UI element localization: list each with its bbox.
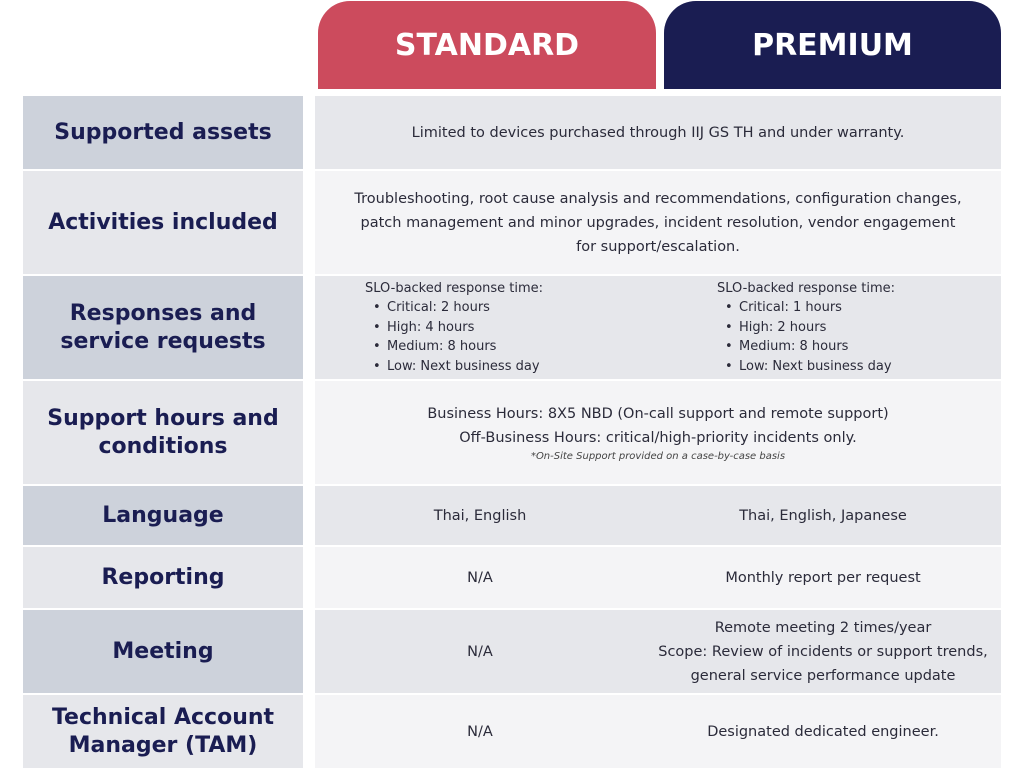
list-item: • Critical: 2 hours — [365, 298, 540, 318]
standard-language — [315, 486, 645, 545]
label-line: Support hours and — [47, 405, 279, 431]
list-item: • Medium: 8 hours — [717, 337, 892, 357]
label-line: service requests — [60, 328, 266, 354]
row-support-hours — [23, 381, 1001, 484]
premium-tier-header — [664, 1, 1001, 89]
onsite-note: *On-Site Support provided on a case-by-case basis — [530, 450, 786, 462]
row-label: Reporting — [23, 547, 303, 608]
value-text: N/A — [467, 569, 493, 586]
list-item: • Low: Next business day — [717, 357, 892, 377]
standard-reporting — [315, 547, 645, 608]
premium-meeting — [645, 610, 1001, 693]
value-line: for support/escalation. — [576, 238, 740, 255]
list-item: • High: 4 hours — [365, 318, 540, 338]
row-label: Meeting — [23, 610, 303, 693]
supported-assets-value — [315, 96, 1001, 169]
row-label: Supported assets — [23, 96, 303, 169]
row-activities-included — [23, 171, 1001, 274]
label-line: Manager (TAM) — [68, 732, 258, 758]
value-line: patch management and minor upgrades, incident resolution, vendor engagement — [360, 214, 956, 231]
row-meeting — [23, 610, 1001, 693]
list-item: • Critical: 1 hours — [717, 298, 892, 318]
list-item: • High: 2 hours — [717, 318, 892, 338]
label-line: Responses and — [69, 300, 257, 326]
value-text: Designated dedicated engineer. — [707, 723, 939, 740]
standard-response-times — [315, 276, 645, 379]
row-label — [23, 695, 303, 768]
premium-reporting — [645, 547, 1001, 608]
premium-tam — [645, 695, 1001, 768]
value-line: general service performance update — [690, 667, 956, 684]
value-text: Thai, English — [433, 507, 527, 524]
list-item: • Medium: 8 hours — [365, 337, 540, 357]
row-tam — [23, 695, 1001, 768]
row-label — [23, 276, 303, 379]
row-reporting — [23, 547, 1001, 608]
value-text: N/A — [467, 643, 493, 660]
list-item: • Low: Next business day — [365, 357, 540, 377]
slo-heading: SLO-backed response time: — [365, 280, 544, 296]
standard-tier-title: STANDARD — [394, 27, 580, 63]
row-label — [23, 381, 303, 484]
slo-list — [365, 298, 540, 376]
label-line: Technical Account — [51, 704, 275, 730]
value-text: Monthly report per request — [725, 569, 921, 586]
support-hours-value — [315, 381, 1001, 484]
activities-value — [315, 171, 1001, 274]
row-language — [23, 486, 1001, 545]
row-label: Activities included — [23, 171, 303, 274]
row-supported-assets — [23, 96, 1001, 169]
row-label: Language — [23, 486, 303, 545]
value-text: N/A — [467, 723, 493, 740]
premium-response-times — [645, 276, 1001, 379]
value-line: Remote meeting 2 times/year — [714, 619, 932, 636]
slo-heading: SLO-backed response time: — [717, 280, 896, 296]
standard-tam — [315, 695, 645, 768]
slo-list — [717, 298, 892, 376]
premium-tier-title: PREMIUM — [752, 27, 913, 63]
value-text: Limited to devices purchased through IIJ GS TH and under warranty. — [411, 124, 905, 141]
value-line: Off-Business Hours: critical/high-priority incidents only. — [459, 429, 857, 446]
value-line: Troubleshooting, root cause analysis and recommendations, configuration changes, — [354, 190, 962, 207]
standard-tier-header — [318, 1, 656, 89]
premium-language — [645, 486, 1001, 545]
value-line: Business Hours: 8X5 NBD (On-call support and remote support) — [427, 405, 889, 422]
value-text: Thai, English, Japanese — [739, 507, 907, 524]
label-line: conditions — [98, 433, 228, 459]
row-responses — [23, 276, 1001, 379]
standard-meeting — [315, 610, 645, 693]
value-line: Scope: Review of incidents or support trends, — [658, 643, 988, 660]
